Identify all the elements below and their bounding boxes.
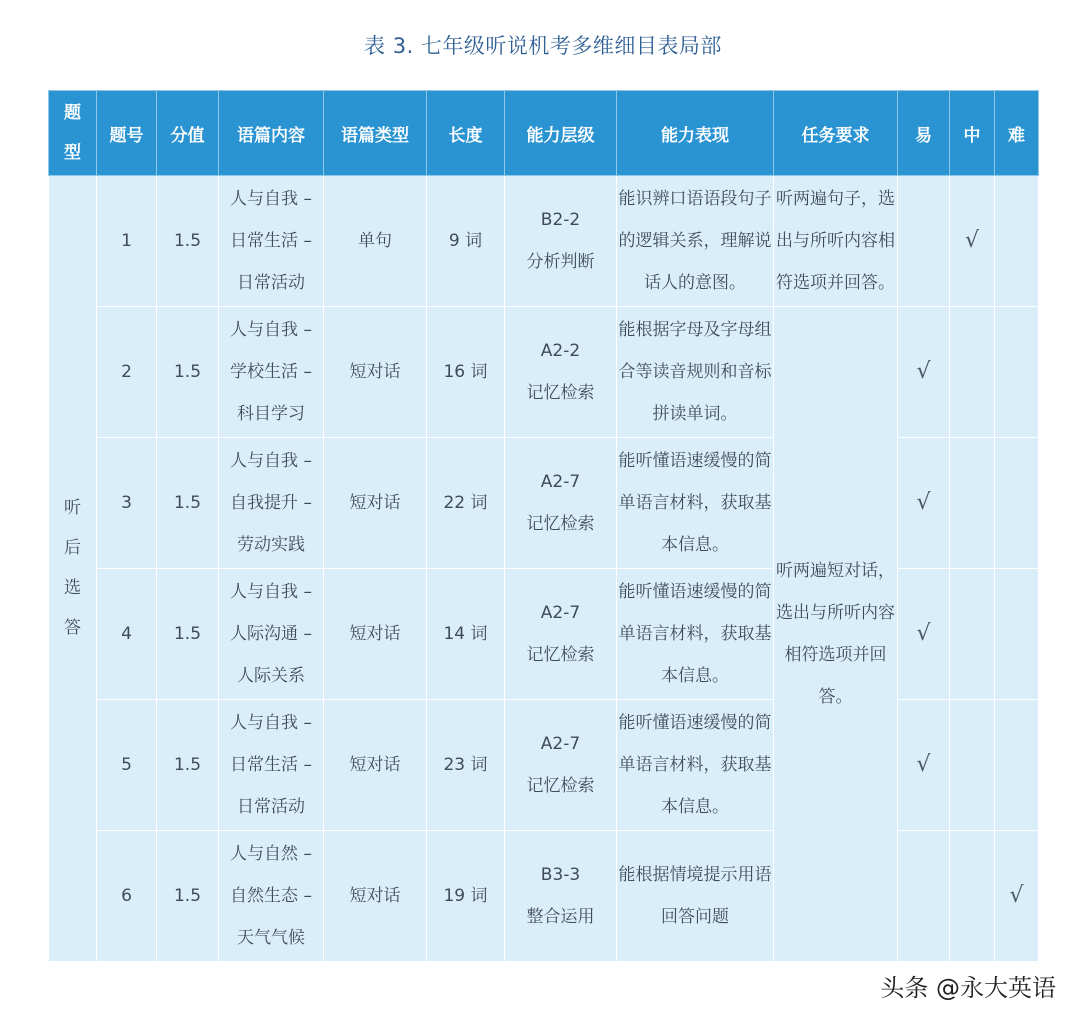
genre-cell: 短对话	[324, 831, 427, 962]
difficulty-hard-cell	[995, 700, 1039, 831]
level-code: A2-7	[540, 734, 581, 754]
content-line: 自然生态 –	[230, 886, 312, 906]
difficulty-mid-cell	[950, 831, 995, 962]
level-name: 记忆检索	[526, 514, 595, 534]
level-code: A2-7	[540, 603, 581, 623]
content-line: 科目学习	[237, 404, 305, 424]
difficulty-easy-cell	[898, 831, 950, 962]
header-genre: 语篇类型	[324, 91, 427, 176]
length-cell: 14 词	[427, 569, 505, 700]
level-cell	[505, 438, 617, 569]
difficulty-mid-cell	[950, 176, 995, 307]
performance-cell: 能听懂语速缓慢的简单语言材料，获取基本信息。	[617, 438, 774, 569]
difficulty-mid-cell	[950, 438, 995, 569]
level-cell	[505, 831, 617, 962]
content-cell	[219, 438, 324, 569]
genre-cell: 短对话	[324, 307, 427, 438]
content-line: 天气气候	[237, 928, 305, 948]
difficulty-hard-cell	[995, 831, 1039, 962]
content-line: 人际关系	[237, 666, 305, 686]
content-line: 劳动实践	[237, 535, 305, 555]
level-code: B3-3	[540, 865, 581, 885]
level-name: 记忆检索	[526, 776, 595, 796]
length-cell: 19 词	[427, 831, 505, 962]
difficulty-hard-cell	[995, 307, 1039, 438]
check-mark: √	[916, 620, 931, 646]
content-line: 人际沟通 –	[230, 624, 312, 644]
length-cell: 23 词	[427, 700, 505, 831]
level-code: A2-7	[540, 472, 581, 492]
difficulty-mid-cell	[950, 569, 995, 700]
content-line: 人与自我 –	[230, 451, 312, 471]
table-row	[49, 176, 1039, 307]
level-name: 记忆检索	[526, 645, 595, 665]
difficulty-easy-cell	[898, 569, 950, 700]
level-code: A2-2	[540, 341, 581, 361]
length-cell: 16 词	[427, 307, 505, 438]
performance-cell: 能根据情境提示用语回答问题	[617, 831, 774, 962]
length-cell: 22 词	[427, 438, 505, 569]
content-line: 人与自然 –	[230, 844, 312, 864]
header-content: 语篇内容	[219, 91, 324, 176]
genre-cell: 短对话	[324, 700, 427, 831]
num-cell: 4	[97, 569, 157, 700]
header-easy: 易	[898, 91, 950, 176]
content-line: 自我提升 –	[230, 493, 312, 513]
check-mark: √	[1009, 882, 1024, 908]
spec-table	[48, 90, 1039, 962]
difficulty-hard-cell	[995, 569, 1039, 700]
type-cell: 听后选答	[49, 176, 97, 962]
content-line: 人与自我 –	[230, 713, 312, 733]
score-cell: 1.5	[157, 569, 219, 700]
content-line: 人与自我 –	[230, 582, 312, 602]
score-cell: 1.5	[157, 700, 219, 831]
performance-cell: 能识辨口语语段句子的逻辑关系，理解说话人的意图。	[617, 176, 774, 307]
check-mark: √	[964, 227, 980, 253]
header-length: 长度	[427, 91, 505, 176]
content-cell	[219, 700, 324, 831]
difficulty-easy-cell	[898, 307, 950, 438]
level-cell	[505, 307, 617, 438]
watermark: 头条 @永大英语	[876, 966, 1060, 1005]
table-body	[49, 176, 1039, 962]
check-mark: √	[916, 751, 931, 777]
header-mid: 中	[950, 91, 995, 176]
check-mark: √	[916, 358, 931, 384]
header-hard: 难	[995, 91, 1039, 176]
level-name: 整合运用	[526, 907, 595, 927]
difficulty-hard-cell	[995, 438, 1039, 569]
genre-cell: 单句	[324, 176, 427, 307]
num-cell: 2	[97, 307, 157, 438]
content-cell	[219, 569, 324, 700]
difficulty-mid-cell	[950, 307, 995, 438]
difficulty-easy-cell	[898, 438, 950, 569]
num-cell: 5	[97, 700, 157, 831]
level-cell	[505, 176, 617, 307]
difficulty-easy-cell	[898, 176, 950, 307]
content-cell	[219, 831, 324, 962]
difficulty-mid-cell	[950, 700, 995, 831]
score-cell: 1.5	[157, 176, 219, 307]
num-cell: 3	[97, 438, 157, 569]
difficulty-hard-cell	[995, 176, 1039, 307]
genre-cell: 短对话	[324, 569, 427, 700]
task-cell: 听两遍句子，选出与所听内容相符选项并回答。	[774, 176, 898, 307]
num-cell: 1	[97, 176, 157, 307]
score-cell: 1.5	[157, 831, 219, 962]
task-cell-shared: 听两遍短对话，选出与所听内容相符选项并回答。	[774, 307, 898, 962]
content-line: 人与自我 –	[230, 320, 312, 340]
header-performance: 能力表现	[617, 91, 774, 176]
score-cell: 1.5	[157, 307, 219, 438]
header-score: 分值	[157, 91, 219, 176]
content-line: 学校生活 –	[230, 362, 312, 382]
check-mark: √	[916, 489, 931, 515]
content-cell	[219, 176, 324, 307]
level-cell	[505, 700, 617, 831]
content-line: 日常活动	[237, 797, 305, 817]
level-cell	[505, 569, 617, 700]
difficulty-easy-cell	[898, 700, 950, 831]
content-line: 日常生活 –	[230, 755, 312, 775]
header-level: 能力层级	[505, 91, 617, 176]
level-name: 记忆检索	[526, 383, 595, 403]
header-row	[49, 91, 1039, 176]
header-num: 题号	[97, 91, 157, 176]
content-line: 日常生活 –	[230, 231, 312, 251]
table-caption: 表 3. 七年级听说机考多维细目表局部	[364, 34, 722, 58]
table-row	[49, 307, 1039, 438]
score-cell: 1.5	[157, 438, 219, 569]
header-task: 任务要求	[774, 91, 898, 176]
header-type: 题型	[49, 91, 97, 176]
genre-cell: 短对话	[324, 438, 427, 569]
length-cell: 9 词	[427, 176, 505, 307]
level-code: B2-2	[540, 210, 581, 230]
performance-cell: 能听懂语速缓慢的简单语言材料，获取基本信息。	[617, 700, 774, 831]
num-cell: 6	[97, 831, 157, 962]
content-line: 人与自我 –	[230, 189, 312, 209]
performance-cell: 能听懂语速缓慢的简单语言材料，获取基本信息。	[617, 569, 774, 700]
content-cell	[219, 307, 324, 438]
level-name: 分析判断	[526, 252, 595, 272]
performance-cell: 能根据字母及字母组合等读音规则和音标拼读单词。	[617, 307, 774, 438]
content-line: 日常活动	[237, 273, 305, 293]
